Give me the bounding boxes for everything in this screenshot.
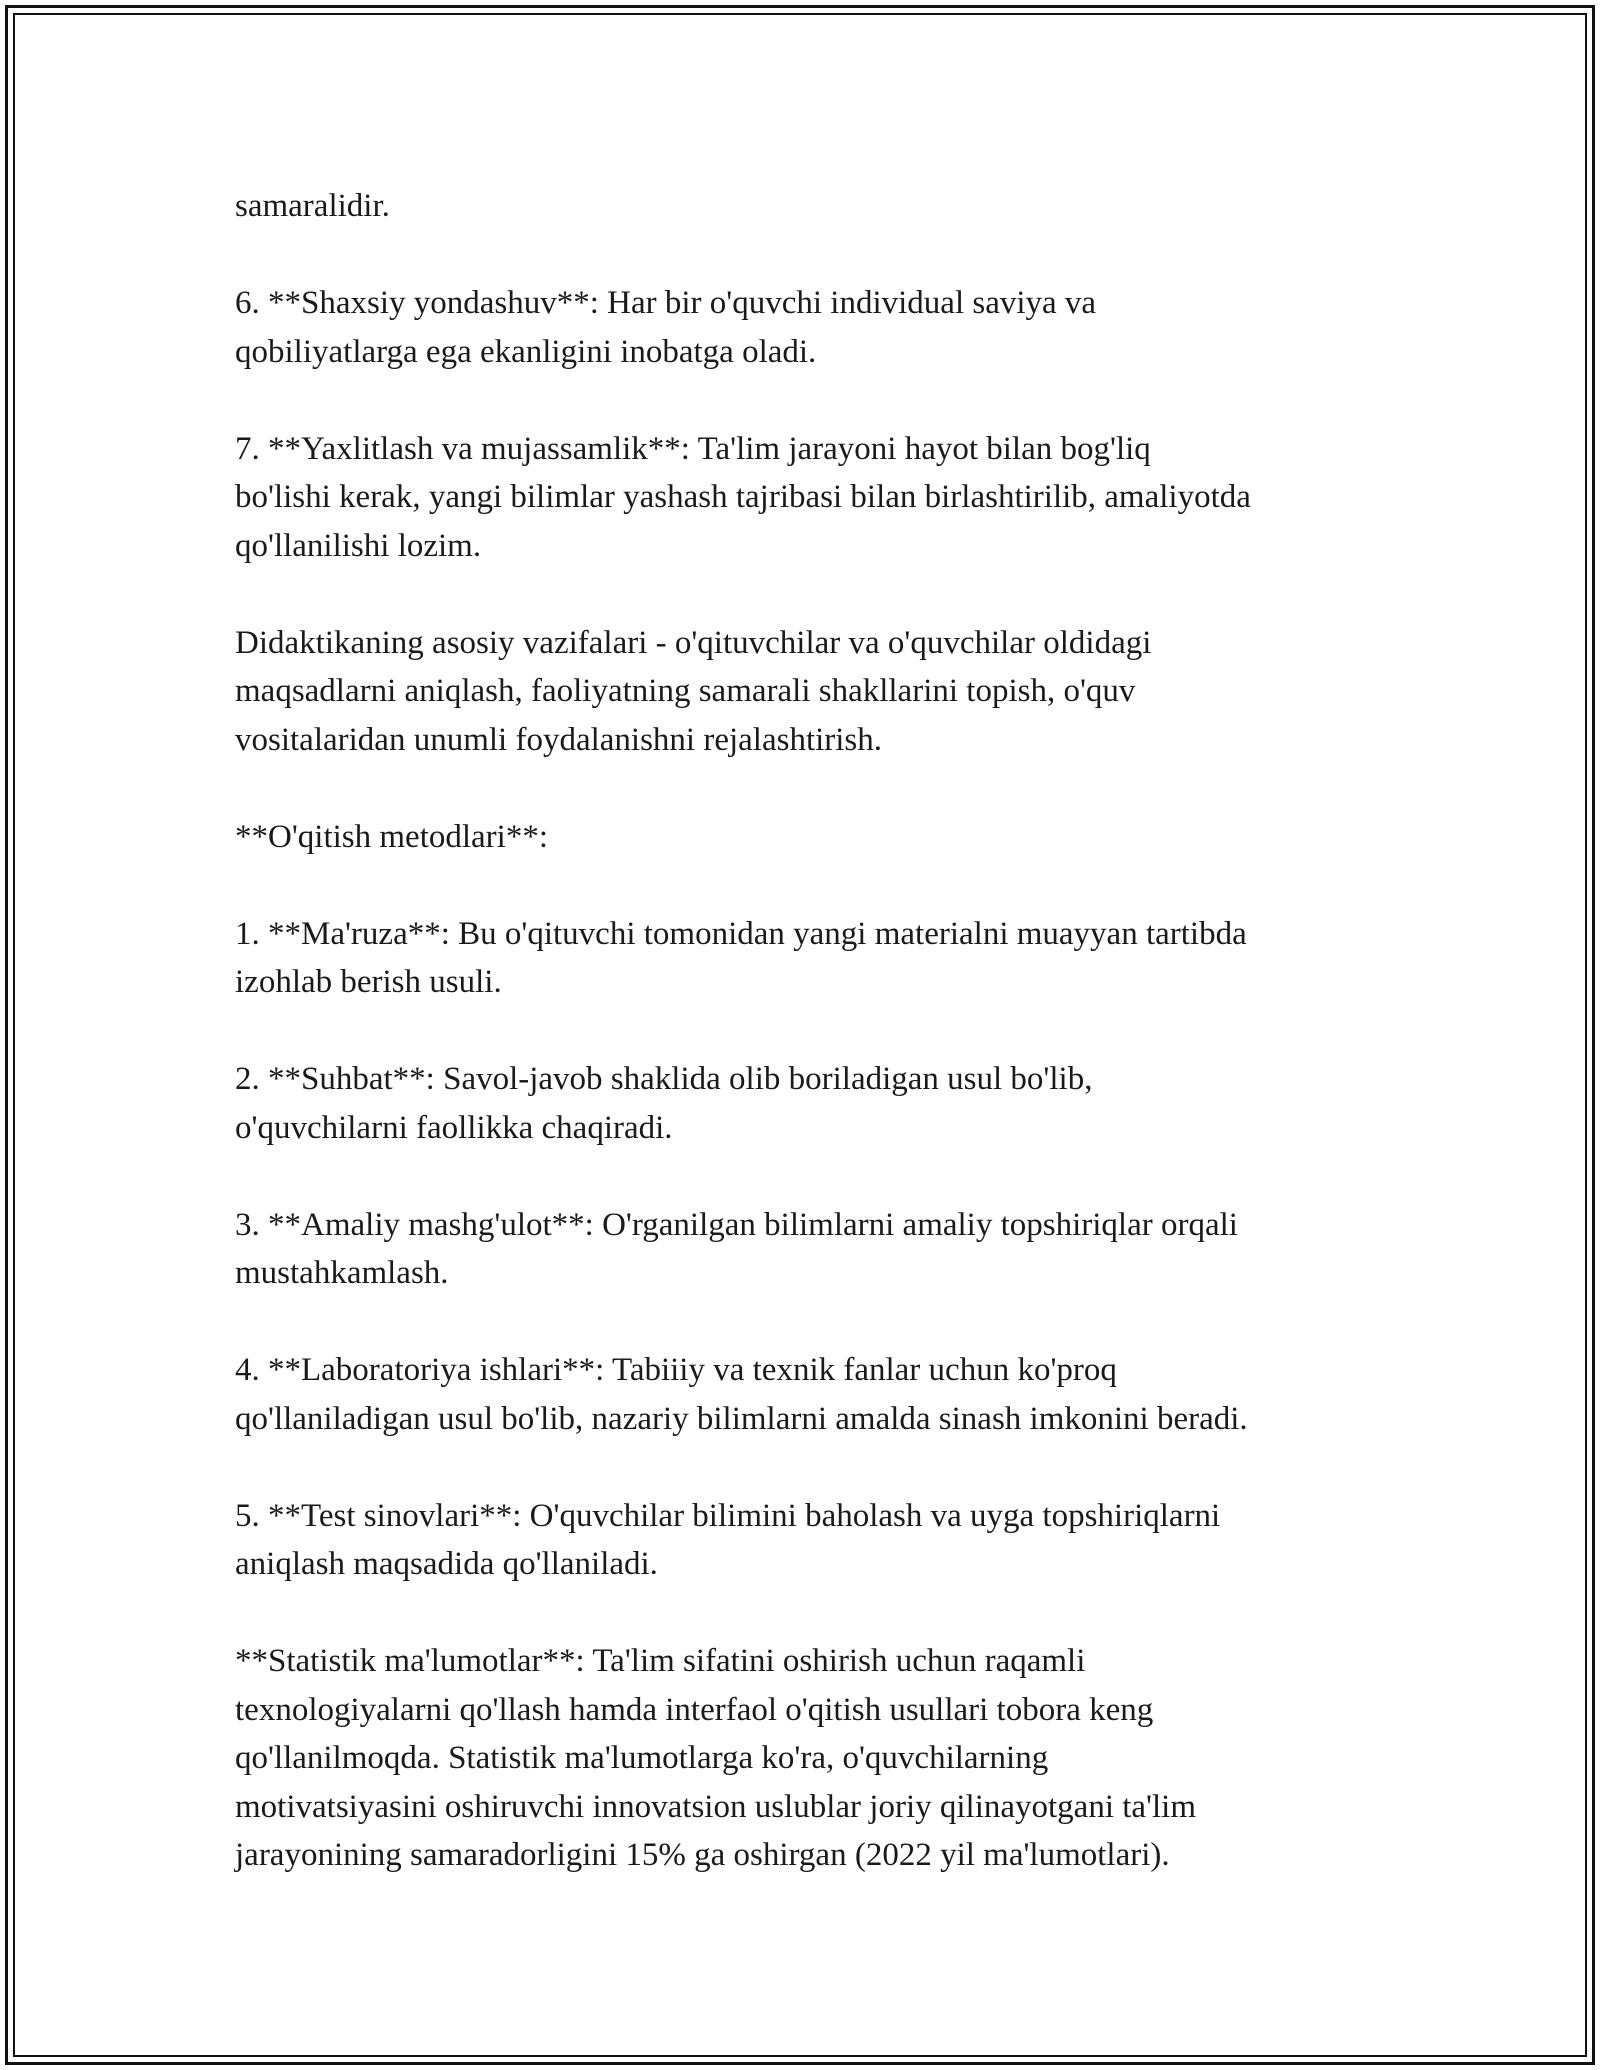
paragraph-didaktika-vazifalari: Didaktikaning asosiy vazifalari - o'qituvchilar va o'quvchilar oldidagi maqsadlarni aniqlash, faoliyatning samarali shakllarini topish, o'quv vositalaridan unumli foydalanishni rejalashtirish. xyxy=(235,624,1152,758)
paragraph-yaxlitlash: 7. **Yaxlitlash va mujassamlik**: Ta'lim jarayoni hayot bilan bog'liq bo'lishi kerak, yangi bilimlar yashash tajribasi bilan birlashtirilib, amaliyotda qo'llanilishi lozim. xyxy=(235,430,1251,564)
list-item-maruza: 1. **Ma'ruza**: Bu o'qituvchi tomonidan yangi materialni muayyan tartibda izohlab berish usuli. xyxy=(235,915,1247,1000)
list-item-amaliy-mashgulot: 3. **Amaliy mashg'ulot**: O'rganilgan bilimlarni amaliy topshiriqlar orqali mustahkamlash. xyxy=(235,1206,1238,1291)
paragraph-statistik-malumotlar: **Statistik ma'lumotlar**: Ta'lim sifatini oshirish uchun raqamli texnologiyalarni qo'llash hamda interfaol o'qitish usullari tobora keng qo'llanilmoqda. Statistik ma'lumotlarga ko'ra, o'quvchilarning motivatsiyasini oshiruvchi innovatsion uslublar joriy qilinayotgani ta'lim jarayonining samaradorligini 15% ga oshirgan (2022 yil ma'lumotlari). xyxy=(235,1643,1197,1873)
document-body xyxy=(235,182,1375,1880)
list-item-laboratoriya: 4. **Laboratoriya ishlari**: Tabiiiy va texnik fanlar uchun ko'proq qo'llaniladigan usul bo'lib, nazariy bilimlarni amalda sinash imkonini beradi. xyxy=(235,1352,1248,1437)
section-heading-oqitish-metodlari: **O'qitish metodlari**: xyxy=(235,818,549,855)
list-item-suhbat: 2. **Suhbat**: Savol-javob shaklida olib boriladigan usul bo'lib, o'quvchilarni faollikka chaqiradi. xyxy=(235,1061,1093,1146)
paragraph-shaxsiy-yondashuv: 6. **Shaxsiy yondashuv**: Har bir o'quvchi individual saviya va qobiliyatlarga ega ekanligini inobatga oladi. xyxy=(235,285,1097,370)
paragraph-continuation: samaralidir. xyxy=(235,188,390,224)
list-item-test-sinovlari: 5. **Test sinovlari**: O'quvchilar bilimini baholash va uyga topshiriqlarni aniqlash maqsadida qo'llaniladi. xyxy=(235,1497,1221,1582)
